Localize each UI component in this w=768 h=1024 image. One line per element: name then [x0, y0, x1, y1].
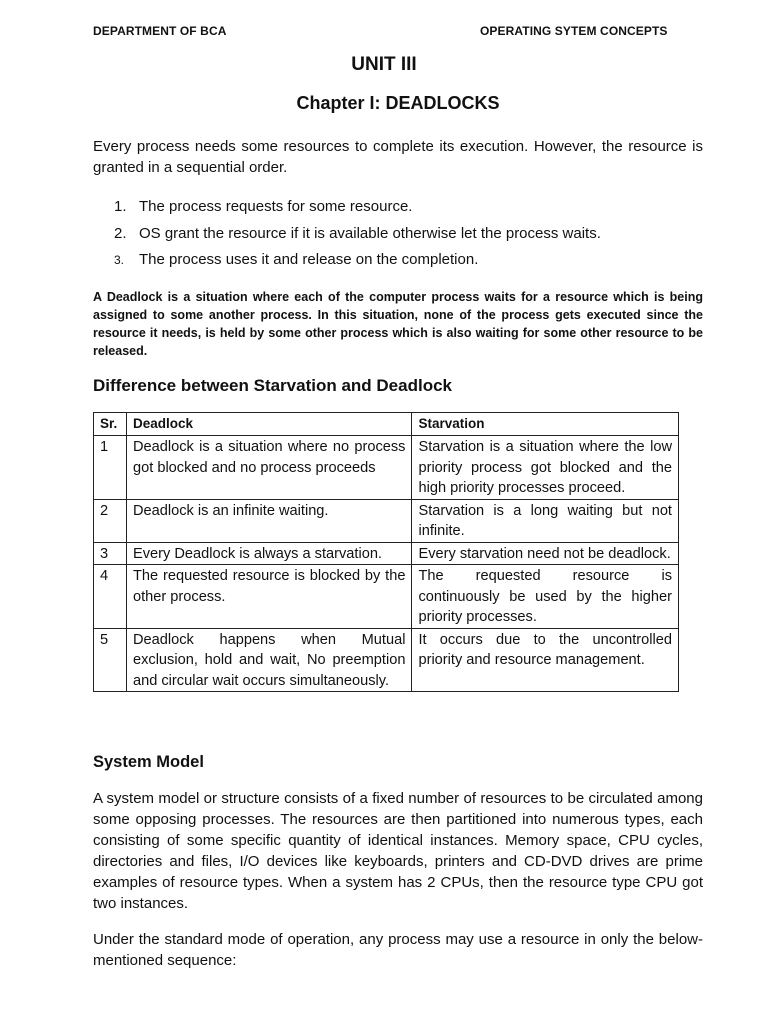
unit-title: UNIT III: [351, 54, 417, 75]
table-cell-deadlock: Deadlock happens when Mutual exclusion, hold and wait, No preemption and circular wait occurs simultaneously.: [126, 628, 411, 692]
standard-mode-paragraph: Under the standard mode of operation, any process may use a resource in only the below-mentioned sequence:: [93, 931, 703, 969]
list-item: [114, 224, 704, 251]
table-cell-sr: 4: [94, 565, 127, 629]
table-row: [94, 542, 679, 565]
process-steps-list: [114, 197, 704, 277]
deadlock-definition: A Deadlock is a situation where each of the computer process waits for a resource which is being assigned to some another process. In this situation, none of the process gets executed since the resource it needs, is held by some other process which is also waiting for some other resource to be released.: [93, 290, 703, 358]
table-row: [94, 436, 679, 500]
table-cell-starvation: It occurs due to the uncontrolled priority and resource management.: [412, 628, 679, 692]
header-department: DEPARTMENT OF BCA: [93, 24, 227, 38]
table-cell-deadlock: Every Deadlock is always a starvation.: [126, 542, 411, 565]
list-text: The process uses it and release on the completion.: [139, 251, 479, 268]
table-row: [94, 565, 679, 629]
column-header-deadlock: Deadlock: [126, 413, 411, 436]
comparison-table: [93, 412, 679, 692]
column-header-starvation: Starvation: [412, 413, 679, 436]
chapter-title: Chapter I: DEADLOCKS: [296, 93, 500, 113]
list-text: OS grant the resource if it is available otherwise let the process waits.: [139, 224, 601, 242]
table-cell-sr: 2: [94, 499, 127, 542]
list-text: The process requests for some resource.: [139, 198, 413, 215]
intro-paragraph: Every process needs some resources to complete its execution. However, the resource is granted in a sequential order.: [93, 138, 703, 176]
table-cell-deadlock: Deadlock is an infinite waiting.: [126, 499, 411, 542]
table-row: [94, 628, 679, 692]
system-model-paragraph: A system model or structure consists of a fixed number of resources to be circulated among some opposing processes. The resources are then partitioned into numerous types, each consisting of some specific quantity of identical instances. Memory space, CPU cycles, directories and files, I/O devices like keyboards, printers and CD-DVD drives are prime examples of resource types. When a system has 2 CPUs, then the resource type CPU got two instances.: [93, 790, 703, 912]
table-cell-starvation: Starvation is a situation where the low priority process got blocked and the high priority processes proceed.: [412, 436, 679, 500]
table-cell-deadlock: Deadlock is a situation where no process got blocked and no process proceeds: [126, 436, 411, 500]
table-row: [94, 499, 679, 542]
difference-heading: Difference between Starvation and Deadlock: [93, 376, 452, 395]
table-cell-sr: 1: [94, 436, 127, 500]
list-item: [114, 250, 704, 277]
column-header-sr: Sr.: [94, 413, 127, 436]
table-cell-deadlock: The requested resource is blocked by the other process.: [126, 565, 411, 629]
table-cell-starvation: Every starvation need not be deadlock.: [412, 542, 679, 565]
table-cell-starvation: The requested resource is continuously be used by the higher priority processes.: [412, 565, 679, 629]
table-cell-sr: 5: [94, 628, 127, 692]
table-header-row: [94, 413, 679, 436]
table-cell-sr: 3: [94, 542, 127, 565]
list-number: 2.: [114, 224, 127, 242]
list-number: 1.: [114, 198, 127, 215]
table-cell-starvation: Starvation is a long waiting but not infinite.: [412, 499, 679, 542]
header-course: OPERATING SYTEM CONCEPTS: [480, 24, 668, 38]
list-number: 3.: [114, 253, 125, 267]
list-item: [114, 197, 704, 224]
system-model-heading: System Model: [93, 753, 204, 771]
